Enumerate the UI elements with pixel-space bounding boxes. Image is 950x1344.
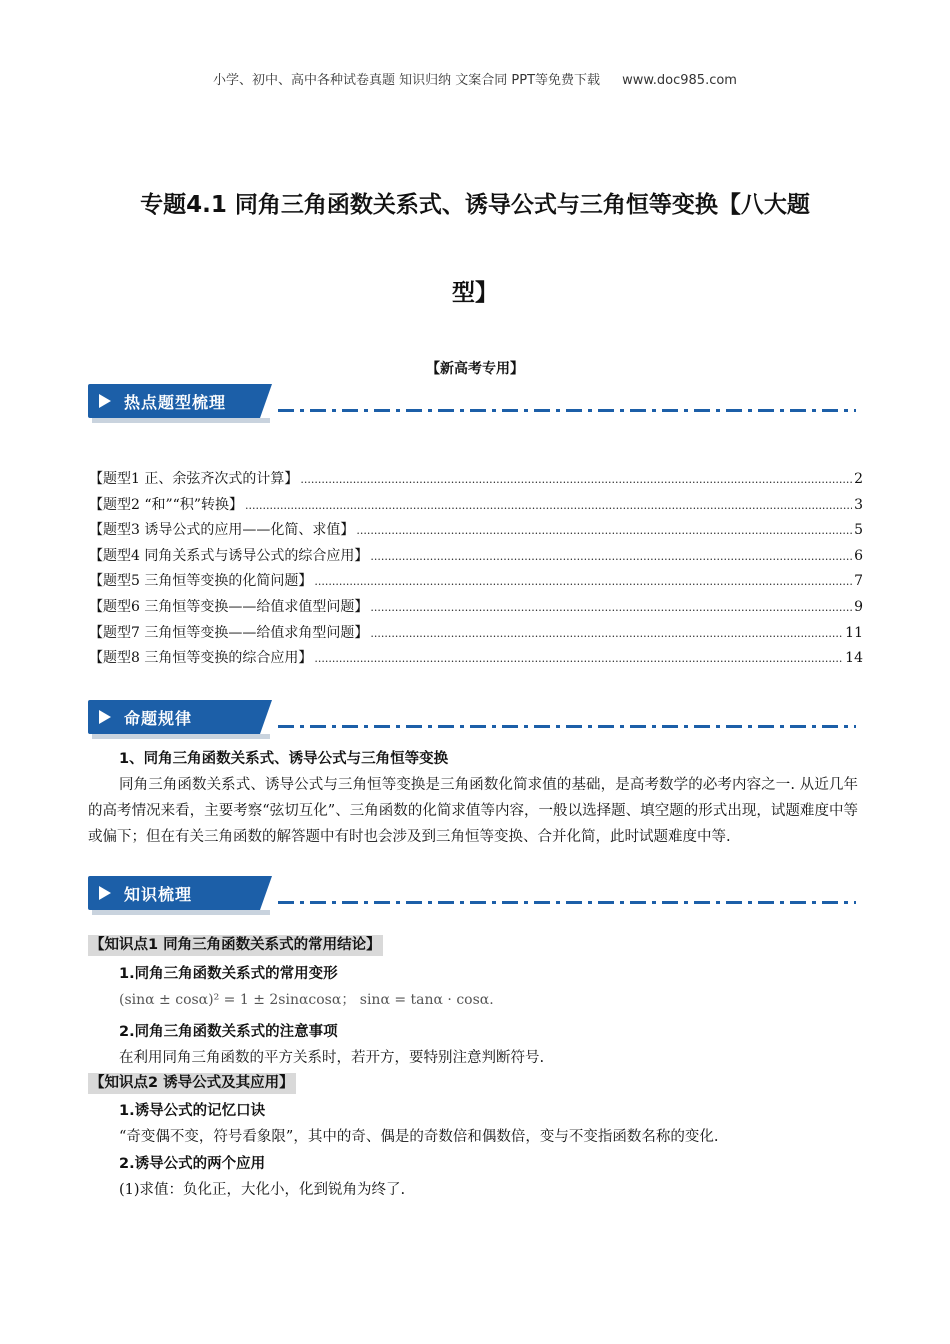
table-of-contents <box>89 468 863 673</box>
dash-dot-divider <box>278 409 856 412</box>
toc-leader-dots <box>300 473 852 486</box>
toc-leader-dots <box>245 499 852 512</box>
banner-shadow <box>92 418 270 423</box>
kp1-formula: (sinα ± cosα)² = 1 ± 2sinαcosα； sinα = tanα · cosα. <box>119 992 494 1008</box>
toc-leader-dots <box>370 550 852 563</box>
banner-hot-topics <box>88 384 868 426</box>
kp2-text-2: (1)求值：负化正，大化小，化到锐角为终了. <box>119 1182 406 1198</box>
banner-shadow <box>92 734 270 739</box>
banner-label: 命题规律 <box>124 709 193 728</box>
toc-entry[interactable] <box>89 596 863 622</box>
toc-entry-page: 11 <box>845 624 863 641</box>
toc-entry-title: 【题型5 三角恒等变换的化简问题】 <box>89 573 313 590</box>
banner-shadow <box>92 910 270 915</box>
toc-entry[interactable] <box>89 570 863 596</box>
toc-entry[interactable] <box>89 468 863 494</box>
toc-entry[interactable] <box>89 519 863 545</box>
play-arrow-icon <box>99 886 111 900</box>
toc-entry[interactable] <box>89 545 863 571</box>
header-text: 小学、初中、高中各种试卷真题 知识归纳 文案合同 PPT等免费下载 <box>213 73 601 88</box>
page-subtitle: 【新高考专用】 <box>426 361 524 377</box>
toc-entry-page: 2 <box>854 471 863 487</box>
toc-entry-title: 【题型7 三角恒等变换——给值求角型问题】 <box>89 624 369 641</box>
toc-leader-dots <box>370 627 843 640</box>
kp1-heading-2: 2.同角三角函数关系式的注意事项 <box>119 1024 338 1040</box>
kp1-heading-1: 1.同角三角函数关系式的常用变形 <box>119 966 338 982</box>
banner-label: 知识梳理 <box>124 885 193 904</box>
page-title-line-1: 专题4.1 同角三角函数关系式、诱导公式与三角恒等变换【八大题 <box>140 192 810 218</box>
banner-exam-rules <box>88 700 868 742</box>
rule-paragraph: 同角三角函数关系式、诱导公式与三角恒等变换是三角函数化简求值的基础，是高考数学的必考内容之一. 从近几年的高考情况来看，主要考察“弦切互化”、三角函数的化简求值等内容，一般以选择题、填空题的形式出现，试题难度中等或偏下；但在有关三角函数的解答题中有时也会涉及到三角恒等变换、合并化简，此时试题难度中等. <box>88 777 858 845</box>
banner-knowledge <box>88 876 868 918</box>
toc-entry-title: 【题型6 三角恒等变换——给值求值型问题】 <box>89 598 369 615</box>
knowledge-point-2-title: 【知识点2 诱导公式及其应用】 <box>88 1073 296 1094</box>
kp2-heading-1: 1.诱导公式的记忆口诀 <box>119 1103 266 1119</box>
toc-entry-page: 5 <box>854 522 863 539</box>
page-header <box>0 69 950 88</box>
toc-entry[interactable] <box>89 647 863 673</box>
toc-leader-dots <box>314 575 852 588</box>
page-title-line-2: 型】 <box>452 280 498 306</box>
toc-entry-title: 【题型4 同角关系式与诱导公式的综合应用】 <box>89 547 369 564</box>
dash-dot-divider <box>278 725 856 728</box>
dash-dot-divider <box>278 901 856 904</box>
kp1-text: 在利用同角三角函数的平方关系时，若开方，要特别注意判断符号. <box>119 1050 545 1066</box>
knowledge-point-1-title: 【知识点1 同角三角函数关系式的常用结论】 <box>88 935 383 956</box>
play-arrow-icon <box>99 710 111 724</box>
toc-entry-page: 7 <box>854 573 863 590</box>
toc-entry-title: 【题型3 诱导公式的应用——化简、求值】 <box>89 522 355 539</box>
toc-entry-page: 6 <box>854 547 863 564</box>
kp2-text-1: “奇变偶不变，符号看象限”，其中的奇、偶是的奇数倍和偶数倍，变与不变指函数名称的变化. <box>119 1129 719 1145</box>
toc-entry-title: 【题型8 三角恒等变换的综合应用】 <box>89 650 313 667</box>
header-site-link[interactable]: www.doc985.com <box>622 73 737 88</box>
toc-entry-page: 3 <box>854 496 863 513</box>
rule-heading: 1、同角三角函数关系式、诱导公式与三角恒等变换 <box>119 751 449 767</box>
kp2-heading-2: 2.诱导公式的两个应用 <box>119 1156 266 1172</box>
toc-entry-title: 【题型1 正、余弦齐次式的计算】 <box>89 471 299 487</box>
toc-leader-dots <box>370 601 852 614</box>
toc-entry[interactable] <box>89 494 863 520</box>
play-arrow-icon <box>99 394 111 408</box>
toc-entry-page: 9 <box>854 598 863 615</box>
toc-leader-dots <box>356 524 852 537</box>
toc-entry-title: 【题型2 “和”“积”转换】 <box>89 496 243 513</box>
banner-label: 热点题型梳理 <box>124 393 227 412</box>
toc-entry[interactable] <box>89 622 863 648</box>
toc-leader-dots <box>314 652 843 665</box>
toc-entry-page: 14 <box>845 650 863 667</box>
